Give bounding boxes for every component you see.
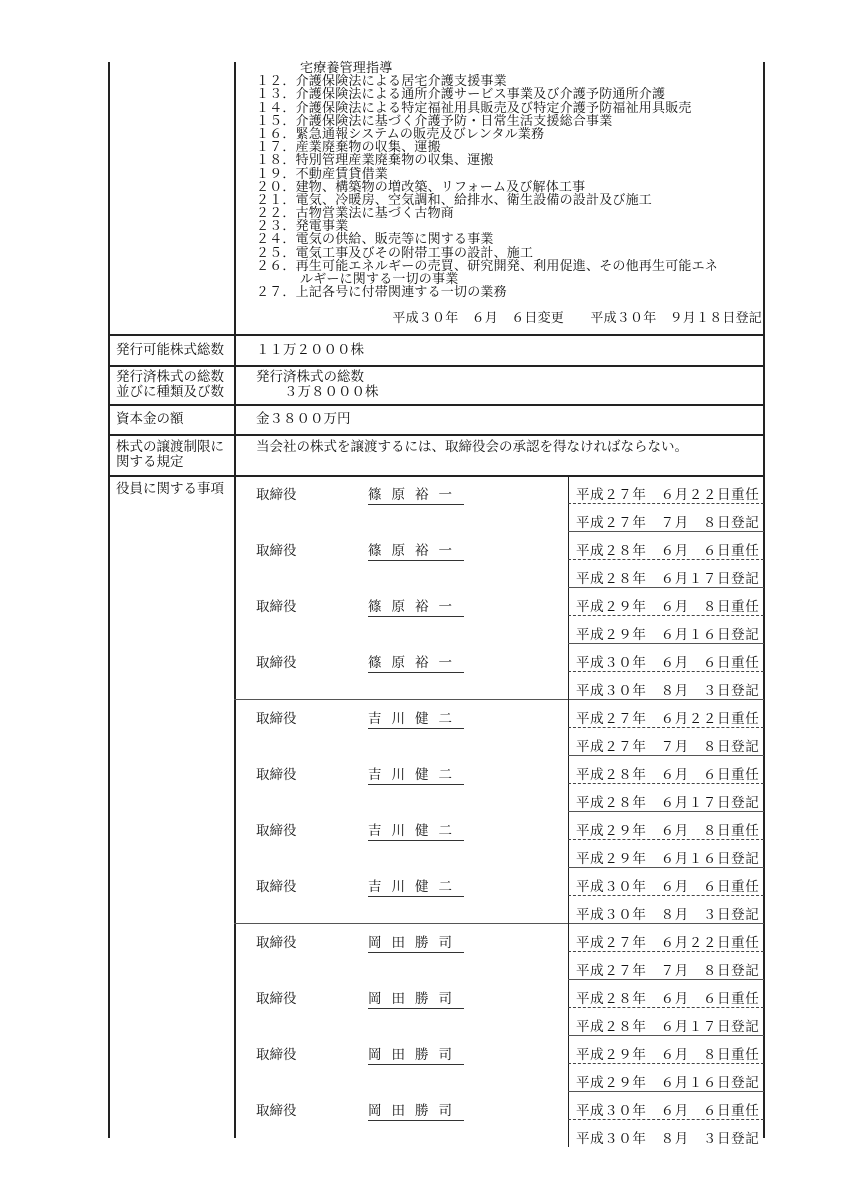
- officer-reappointment-date: 平成２９年 ６月 ８日重任: [576, 1047, 760, 1063]
- date-row-divider: [568, 503, 764, 504]
- date-row-divider: [568, 559, 764, 560]
- purpose-line: ２０．建物、構築物の増改築、リフォーム及び解体工事: [256, 179, 586, 195]
- officer-role: 取締役: [256, 487, 297, 503]
- officer-reappointment-date: 平成３０年 ６月 ６日重任: [576, 879, 760, 895]
- date-entry-divider: [568, 867, 764, 868]
- purpose-line: ２４．電気の供給、販売等に関する事業: [256, 232, 494, 248]
- purpose-line: ルギーに関する一切の事業: [300, 272, 459, 287]
- officer-reappointment-date: 平成２７年 ６月２２日重任: [576, 935, 760, 951]
- shares-issued-value-line2: ３万８０００株: [284, 384, 379, 400]
- officer-name: 篠原裕一: [368, 595, 464, 617]
- date-row-divider: [568, 727, 764, 728]
- row-divider: [108, 475, 764, 477]
- date-entry-divider: [568, 587, 764, 588]
- shares-authorized-label: 発行可能株式総数: [116, 342, 224, 358]
- officer-role: 取締役: [256, 991, 297, 1007]
- shares-issued-value-line1: 発行済株式の総数: [256, 369, 364, 385]
- registry-sheet: [108, 61, 764, 1147]
- purpose-line: １９．不動産賃貸借業: [256, 166, 389, 182]
- officer-name: 吉川健二: [368, 819, 464, 841]
- purpose-line: １７．産業廃棄物の収集、運搬: [256, 140, 441, 156]
- officer-reappointment-date: 平成３０年 ６月 ６日重任: [576, 655, 760, 671]
- transfer-restriction-label: [116, 440, 224, 470]
- shares-authorized-value: １１万２０００株: [256, 342, 364, 358]
- capital-label: 資本金の額: [116, 411, 184, 427]
- officer-role: 取締役: [256, 823, 297, 839]
- date-row-divider: [568, 671, 764, 672]
- officer-role: 取締役: [256, 1103, 297, 1119]
- purpose-line: ２１．電気、冷暖房、空気調和、給排水、衛生設備の設計及び施工: [256, 192, 653, 208]
- shares-issued-label-line2: 並びに種類及び数: [116, 384, 224, 400]
- row-divider: [108, 404, 764, 406]
- purpose-line: 宅療養管理指導: [300, 61, 393, 76]
- purpose-line: １４．介護保険法による特定福祉用具販売及び特定介護予防福祉用具販売: [256, 100, 692, 116]
- officer-group-divider: [234, 923, 764, 924]
- purpose-line: ２５．電気工事及びその附帯工事の設計、施工: [256, 245, 534, 261]
- officer-reappointment-date: 平成２９年 ６月 ８日重任: [576, 823, 760, 839]
- officer-registration-date: 平成２９年 ６月１６日登記: [576, 851, 760, 867]
- shares-issued-label: [116, 370, 224, 400]
- officer-name: 篠原裕一: [368, 539, 464, 561]
- officer-registration-date: 平成２８年 ６月１７日登記: [576, 795, 760, 811]
- date-row-divider: [568, 895, 764, 896]
- purpose-line: ２２．古物営業法に基づく古物商: [256, 206, 455, 222]
- officer-role: 取締役: [256, 935, 297, 951]
- officer-name: 岡田勝司: [368, 931, 464, 953]
- officer-role: 取締役: [256, 655, 297, 671]
- officer-name: 岡田勝司: [368, 1099, 464, 1121]
- date-entry-divider: [568, 979, 764, 980]
- purpose-line: １５．介護保険法に基づく介護予防・日常生活支援総合事業: [256, 113, 613, 129]
- officer-reappointment-date: 平成２９年 ６月 ８日重任: [576, 599, 760, 615]
- officer-group-divider: [234, 699, 764, 700]
- purpose-change-stamp: 平成３０年 ６月 ６日変更 平成３０年 ９月１８日登記: [392, 311, 762, 326]
- date-row-divider: [568, 1007, 764, 1008]
- transfer-restriction-label-line1: 株式の譲渡制限に: [116, 439, 224, 455]
- officer-name: 吉川健二: [368, 763, 464, 785]
- purpose-line: １８．特別管理産業廃棄物の収集、運搬: [256, 153, 494, 169]
- purpose-line: ２７．上記各号に付帯関連する一切の業務: [256, 285, 507, 301]
- shares-issued-value: [256, 370, 379, 400]
- purpose-line: １２．介護保険法による居宅介護支援事業: [256, 74, 507, 90]
- row-divider: [108, 365, 764, 367]
- date-row-divider: [568, 1119, 764, 1120]
- purpose-line: ２６．再生可能エネルギーの売買、研究開発、利用促進、その他再生可能エネ: [256, 258, 719, 274]
- officer-reappointment-date: 平成２７年 ６月２２日重任: [576, 711, 760, 727]
- date-entry-divider: [568, 643, 764, 644]
- label-divider: [234, 62, 236, 1138]
- officer-role: 取締役: [256, 599, 297, 615]
- transfer-restriction-label-line2: 関する規定: [116, 454, 184, 470]
- officer-role: 取締役: [256, 879, 297, 895]
- row-divider: [108, 334, 764, 336]
- date-row-divider: [568, 839, 764, 840]
- officer-registration-date: 平成３０年 ８月 ３日登記: [576, 1131, 760, 1147]
- officer-name: 篠原裕一: [368, 651, 464, 673]
- date-row-divider: [568, 783, 764, 784]
- officer-name: 吉川健二: [368, 875, 464, 897]
- officer-registration-date: 平成２９年 ６月１６日登記: [576, 1075, 760, 1091]
- officer-reappointment-date: 平成２８年 ６月 ６日重任: [576, 991, 760, 1007]
- officer-role: 取締役: [256, 711, 297, 727]
- officers-label: 役員に関する事項: [116, 481, 224, 497]
- date-row-divider: [568, 615, 764, 616]
- date-entry-divider: [568, 1091, 764, 1092]
- officer-registration-date: 平成２７年 ７月 ８日登記: [576, 515, 760, 531]
- purpose-line: ２３．発電事業: [256, 219, 349, 235]
- officer-reappointment-date: 平成２８年 ６月 ６日重任: [576, 543, 760, 559]
- officer-role: 取締役: [256, 767, 297, 783]
- officer-registration-date: 平成２９年 ６月１６日登記: [576, 627, 760, 643]
- officer-registration-date: 平成２８年 ６月１７日登記: [576, 571, 760, 587]
- transfer-restriction-value: 当会社の株式を譲渡するには、取締役会の承認を得なければならない。: [256, 439, 688, 455]
- officer-role: 取締役: [256, 1047, 297, 1063]
- date-entry-divider: [568, 1035, 764, 1036]
- officer-name: 吉川健二: [368, 707, 464, 729]
- officer-name: 岡田勝司: [368, 1043, 464, 1065]
- officer-registration-date: 平成３０年 ８月 ３日登記: [576, 907, 760, 923]
- officer-registration-date: 平成３０年 ８月 ３日登記: [576, 683, 760, 699]
- date-entry-divider: [568, 755, 764, 756]
- date-entry-divider: [568, 811, 764, 812]
- shares-issued-label-line1: 発行済株式の総数: [116, 369, 224, 385]
- date-row-divider: [568, 951, 764, 952]
- capital-value: 金３８００万円: [256, 411, 351, 427]
- officer-registration-date: 平成２７年 ７月 ８日登記: [576, 739, 760, 755]
- officer-reappointment-date: 平成２７年 ６月２２日重任: [576, 487, 760, 503]
- officer-registration-date: 平成２８年 ６月１７日登記: [576, 1019, 760, 1035]
- officer-reappointment-date: 平成３０年 ６月 ６日重任: [576, 1103, 760, 1119]
- officer-name: 岡田勝司: [368, 987, 464, 1009]
- officer-reappointment-date: 平成２８年 ６月 ６日重任: [576, 767, 760, 783]
- purpose-line: １３．介護保険法による通所介護サービス事業及び介護予防通所介護: [256, 87, 666, 103]
- purpose-section: [256, 61, 766, 326]
- officer-registration-date: 平成２７年 ７月 ８日登記: [576, 963, 760, 979]
- date-entry-divider: [568, 531, 764, 532]
- left-border: [108, 62, 110, 1138]
- row-divider: [108, 434, 764, 436]
- purpose-line: １６．緊急通報システムの販売及びレンタル業務: [256, 126, 545, 142]
- officer-role: 取締役: [256, 543, 297, 559]
- date-row-divider: [568, 1063, 764, 1064]
- officer-name: 篠原裕一: [368, 483, 464, 505]
